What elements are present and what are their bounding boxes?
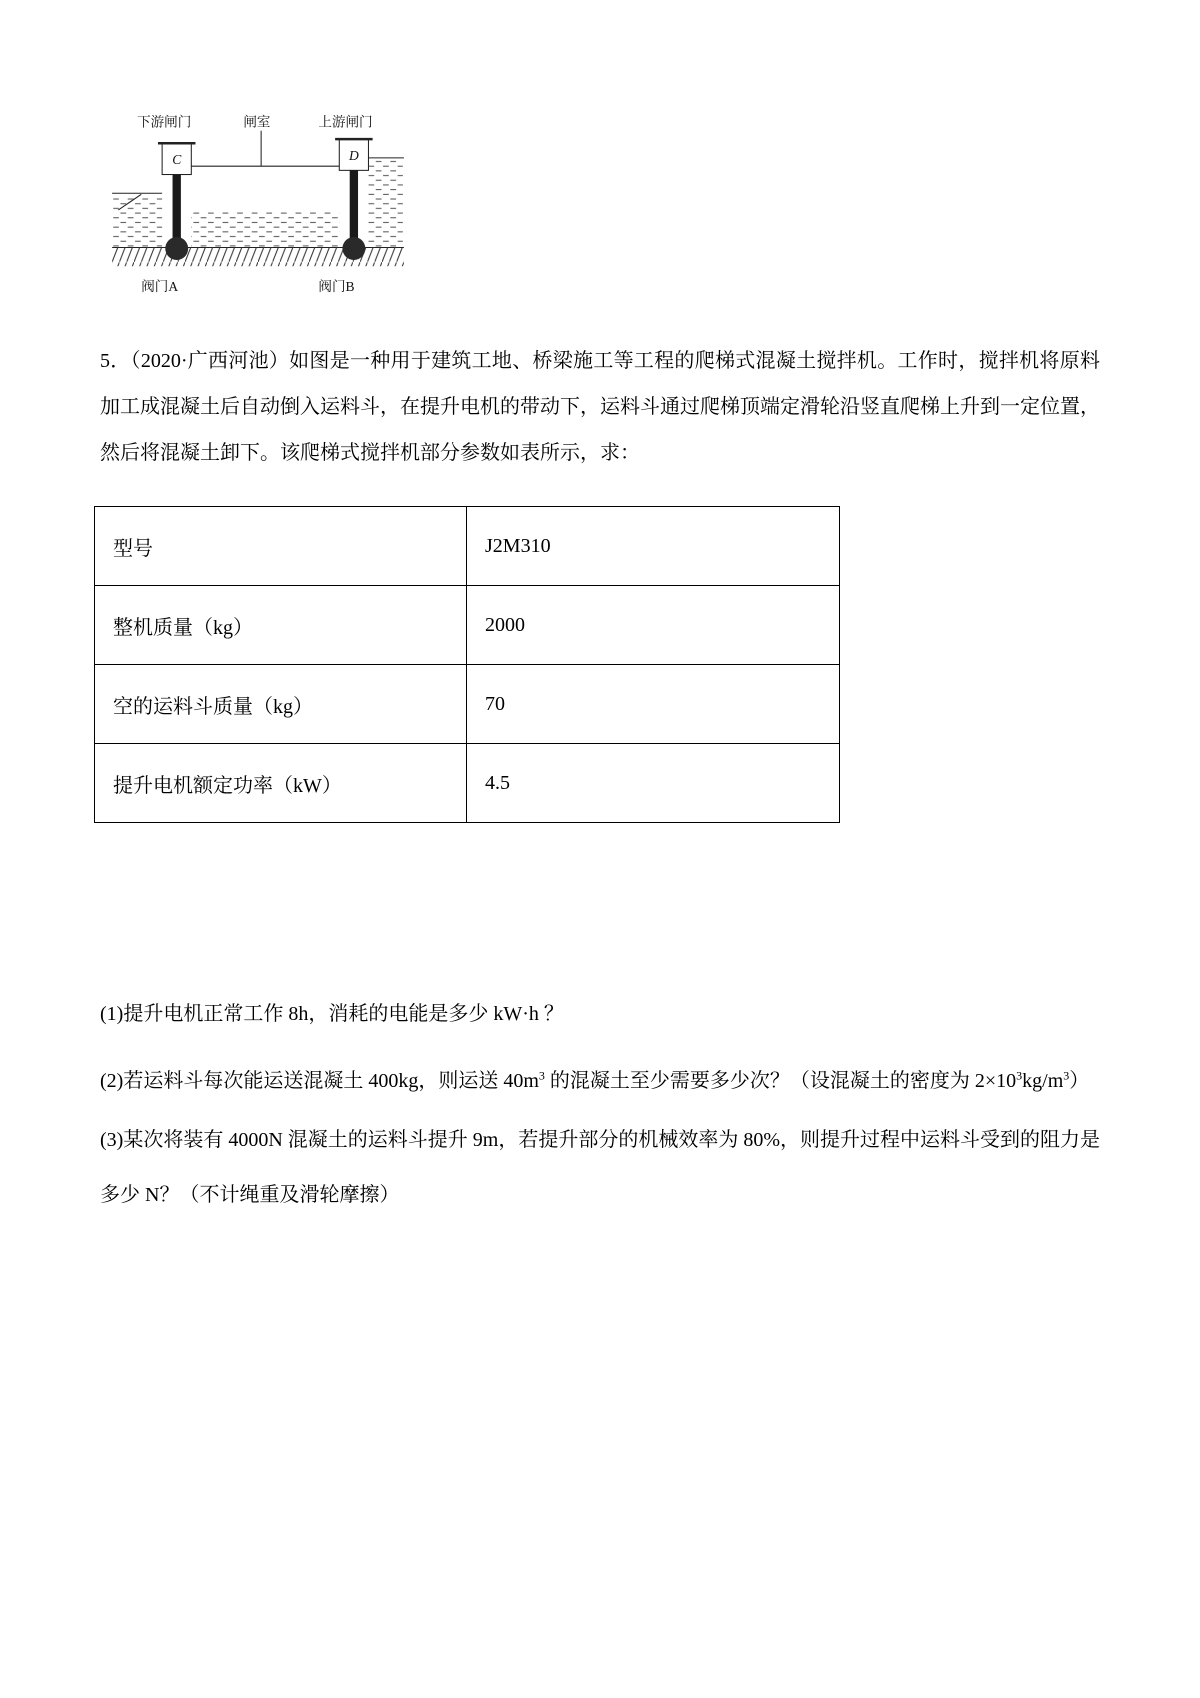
lock-chamber-label: 闸室 — [243, 114, 271, 130]
upstream-gate-label: 上游闸门 — [318, 114, 373, 130]
table-row — [95, 586, 840, 665]
gate-d-label: D — [348, 147, 359, 163]
param-value: J2M310 — [467, 507, 840, 586]
parameters-table — [94, 506, 840, 823]
param-value: 4.5 — [467, 744, 840, 823]
downstream-gate-label: 下游闸门 — [137, 114, 192, 130]
param-label: 提升电机额定功率（kW） — [95, 744, 467, 823]
sub-question-1: (1)提升电机正常工作 8h，消耗的电能是多少 kW·h ？ — [100, 1003, 564, 1025]
valve-a-label: 阀门A — [141, 279, 179, 295]
param-value: 2000 — [467, 586, 840, 665]
valve-b-rod — [350, 170, 358, 239]
chamber-water-texture — [191, 212, 339, 247]
superscript: 3 — [1063, 1068, 1070, 1083]
table-row — [95, 665, 840, 744]
valve-a — [165, 175, 188, 260]
superscript: 3 — [1016, 1068, 1023, 1083]
gate-tower-c — [158, 143, 196, 174]
param-value: 70 — [467, 665, 840, 744]
sub-question-2 — [100, 1054, 1100, 1109]
valve-a-rod — [173, 175, 181, 240]
valve-b-wheel — [342, 237, 365, 260]
table-row — [95, 507, 840, 586]
problem-statement: 5．（2020·广西河池）如图是一种用于建筑工地、桥梁施工等工程的爬梯式混凝土搅拌机。工作时，搅拌机将原料加工成混凝土后自动倒入运料斗，在提升电机的带动下，运料斗通过爬梯顶端定滑轮沿竖直爬梯上升到一定位置，然后将混凝土卸下。该爬梯式搅拌机部分参数如表所示，求： — [100, 350, 1100, 464]
text-segment: kg/m — [1022, 1070, 1064, 1092]
text-segment: (2)若运料斗每次能运送混凝土 400kg，则运送 40m — [100, 1070, 539, 1092]
gate-tower-d — [335, 139, 373, 170]
sub-questions — [100, 987, 1100, 1223]
superscript: 3 — [538, 1068, 545, 1083]
param-label: 整机质量（kg） — [95, 586, 467, 665]
upstream-water-texture — [368, 160, 402, 248]
text-segment: 的混凝土至少需要多少次？（设混凝土的密度为 2×10 — [544, 1070, 1017, 1092]
downstream-water-texture — [113, 195, 162, 247]
valve-b-label: 阀门B — [318, 279, 355, 295]
sub-question-3: (3)某次将装有 4000N 混凝土的运料斗提升 9m，若提升部分的机械效率为 80%，则提升过程中运料斗受到的阻力是多少 N？（不计绳重及滑轮摩擦） — [100, 1129, 1100, 1206]
lock-gate-diagram — [112, 112, 404, 310]
param-label: 空的运料斗质量（kg） — [95, 665, 467, 744]
valve-a-wheel — [165, 237, 188, 260]
text-segment: ） — [1069, 1070, 1090, 1092]
valve-b — [342, 170, 365, 260]
table-row — [95, 744, 840, 823]
lock-gate-figure — [112, 112, 404, 310]
param-label: 型号 — [95, 507, 467, 586]
gate-c-label: C — [172, 152, 182, 168]
